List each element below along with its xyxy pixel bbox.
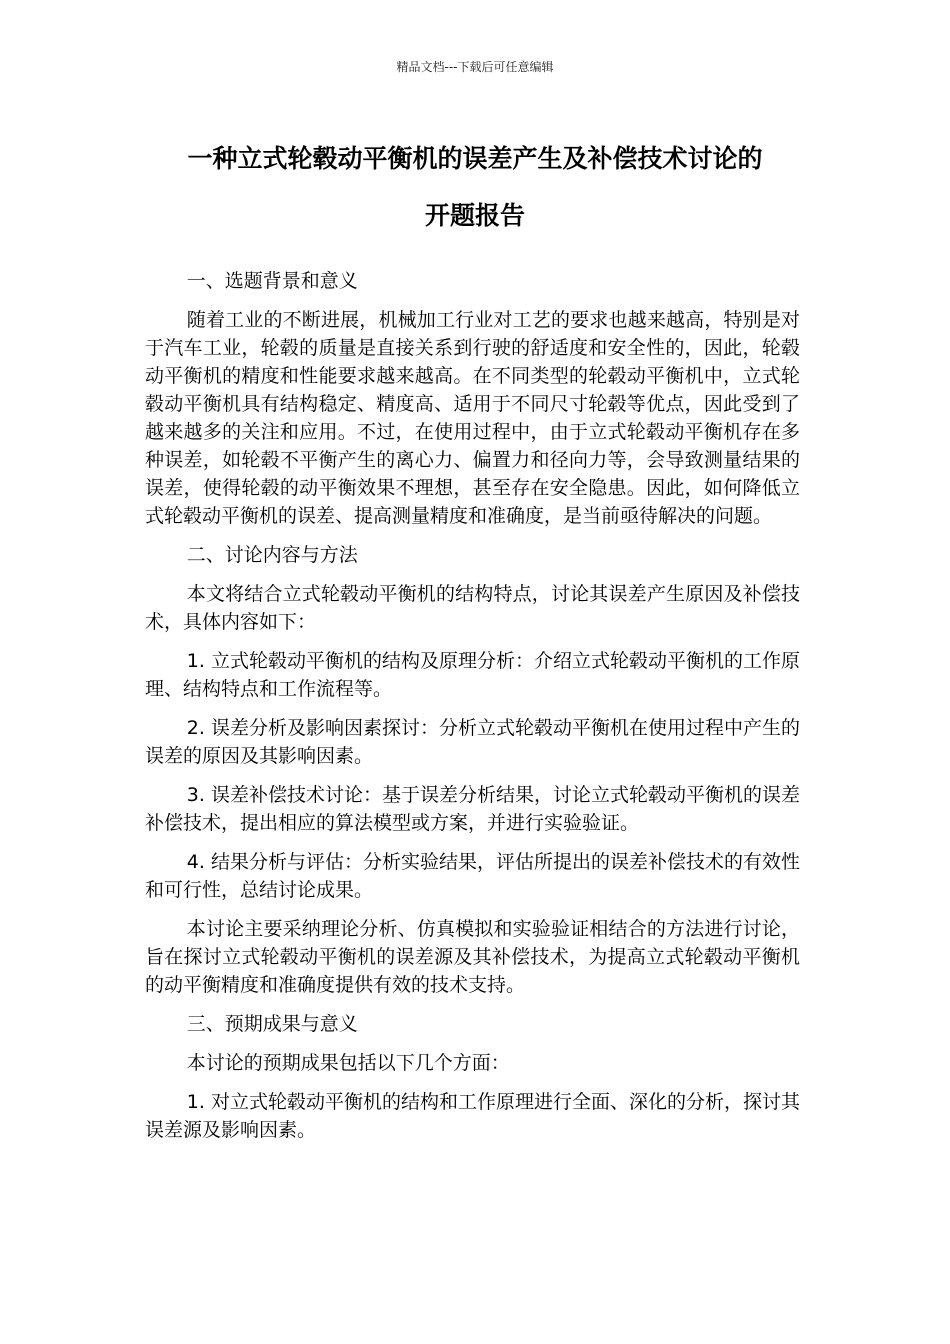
list-item: 1. 对立式轮毂动平衡机的结构和工作原理进行全面、深化的分析，探讨其误差源及影响因素。 — [145, 1091, 800, 1141]
section-heading-1: 一、选题背景和意义 — [186, 270, 358, 292]
section-heading-3: 三、预期成果与意义 — [186, 1013, 358, 1035]
paragraph-intro: 本文将结合立式轮毂动平衡机的结构特点，讨论其误差产生原因及补偿技术，具体内容如下： — [145, 583, 800, 633]
list-item: 2. 误差分析及影响因素探讨：分析立式轮毂动平衡机在使用过程中产生的误差的原因及其影响因素。 — [145, 717, 800, 767]
section-heading-2: 二、讨论内容与方法 — [186, 544, 358, 566]
paragraph-background: 随着工业的不断进展，机械加工行业对工艺的要求也越来越高，特别是对于汽车工业，轮毂的质量是直接关系到行驶的舒适度和安全性的，因此，轮毂动平衡机的精度和性能要求越来越高。在不同类型的轮毂动平衡机中，立式轮毂动平衡机具有结构稳定、精度高、适用于不同尺寸轮毂等优点，因此受到了越来越多的关注和应用。不过，在使用过程中，由于立式轮毂动平衡机存在多种误差，如轮毂不平衡产生的离心力、偏置力和径向力等，会导致测量结果的误差，使得轮毂的动平衡效果不理想，甚至存在安全隐患。因此，如何降低立式轮毂动平衡机的误差、提高测量精度和准确度，是当前亟待解决的问题。 — [145, 309, 800, 527]
header-note: 精品文档---下载后可任意编辑 — [396, 60, 554, 74]
document-title — [120, 130, 830, 244]
document-body — [145, 267, 800, 1155]
title-line-2: 开题报告 — [424, 201, 525, 230]
list-item: 4. 结果分析与评估：分析实验结果，评估所提出的误差补偿技术的有效性和可行性，总结讨论成果。 — [145, 851, 800, 901]
paragraph-outcomes-intro: 本讨论的预期成果包括以下几个方面： — [186, 1052, 510, 1074]
list-item: 3. 误差补偿技术讨论：基于误差分析结果，讨论立式轮毂动平衡机的误差补偿技术，提出相应的算法模型或方案，并进行实验验证。 — [145, 784, 800, 834]
paragraph-method: 本讨论主要采纳理论分析、仿真模拟和实验验证相结合的方法进行讨论，旨在探讨立式轮毂动平衡机的误差源及其补偿技术，为提高立式轮毂动平衡机的动平衡精度和准确度提供有效的技术支持。 — [145, 918, 800, 996]
list-item: 1. 立式轮毂动平衡机的结构及原理分析：介绍立式轮毂动平衡机的工作原理、结构特点和工作流程等。 — [145, 650, 800, 700]
title-line-1: 一种立式轮毂动平衡机的误差产生及补偿技术讨论的 — [187, 144, 763, 173]
